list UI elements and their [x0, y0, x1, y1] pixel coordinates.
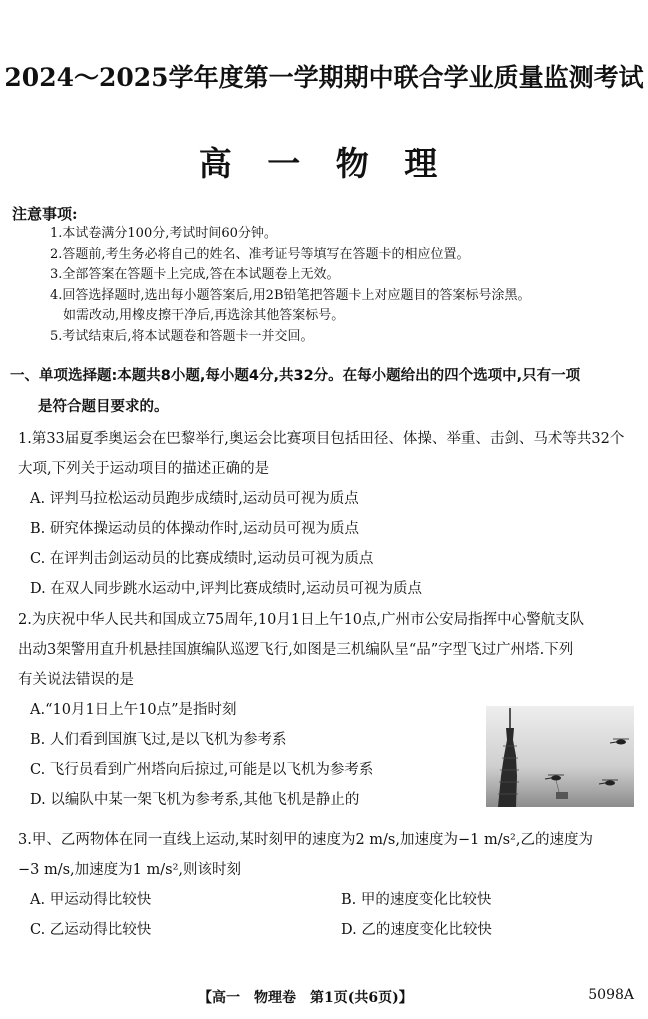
- notice-item: 5.考试结束后,将本试题卷和答题卡一并交回。: [50, 328, 314, 344]
- question-1: [18, 424, 640, 604]
- section-heading: [10, 361, 638, 423]
- notice-heading: 注意事项:: [12, 205, 78, 223]
- option-c: C. 在评判击剑运动员的比赛成绩时,运动员可视为质点: [30, 551, 374, 567]
- option-d: D. 在双人同步跳水运动中,评判比赛成绩时,运动员可视为质点: [30, 581, 423, 597]
- flag-icon: [556, 792, 568, 799]
- option-a: A. 评判马拉松运动员跑步成绩时,运动员可视为质点: [30, 491, 359, 507]
- question-stem: −3 m/s,加速度为1 m/s²,则该时刻: [18, 862, 242, 878]
- option-b: B. 人们看到国旗飞过,是以飞机为参考系: [30, 732, 287, 748]
- option-c: C. 飞行员看到广州塔向后掠过,可能是以飞机为参考系: [30, 762, 374, 778]
- question-stem: 有关说法错误的是: [18, 672, 134, 688]
- notice-item: 1.本试卷满分100分,考试时间60分钟。: [50, 226, 277, 241]
- option-c: C. 乙运动得比较快: [30, 922, 152, 938]
- notice-list: [50, 224, 531, 347]
- option-b: B. 甲的速度变化比较快: [341, 892, 492, 908]
- notice-item: 4.回答选择题时,选出每小题答案后,用2B铅笔把答题卡上对应题目的答案标号涂黑。: [50, 287, 531, 303]
- notice-item: 如需改动,用橡皮擦干净后,再选涂其他答案标号。: [50, 308, 345, 323]
- question-stem: 3.甲、乙两物体在同一直线上运动,某时刻甲的速度为2 m/s,加速度为−1 m/s²,乙的速度为: [18, 832, 593, 848]
- subject-title: 高 一 物 理: [198, 144, 450, 183]
- option-row: [18, 885, 640, 915]
- question-stem: 出动3架警用直升机悬挂国旗编队巡逻飞行,如图是三机编队呈“品”字型飞过广州塔.下列: [18, 642, 574, 658]
- notice-item: 3.全部答案在答题卡上完成,答在本试题卷上无效。: [50, 267, 340, 282]
- exam-title: 2024～2025学年度第一学期期中联合学业质量监测考试: [4, 63, 644, 92]
- option-a: A. 甲运动得比较快: [30, 892, 152, 908]
- question-3: [18, 825, 640, 945]
- exam-code: 5098A: [588, 987, 634, 1003]
- option-d: D. 乙的速度变化比较快: [341, 922, 492, 938]
- canton-tower-helicopters-image: [486, 706, 634, 807]
- section-heading-line: 是符合题目要求的。: [38, 399, 169, 415]
- photo-illustration: [486, 706, 634, 807]
- section-heading-line: 一、单项选择题:本题共8小题,每小题4分,共32分。在每小题给出的四个选项中,只有一项: [10, 368, 581, 384]
- page-number: 【高一 物理卷 第1页(共6页)】: [198, 990, 413, 1006]
- option-d: D. 以编队中某一架飞机为参考系,其他飞机是静止的: [30, 792, 360, 808]
- option-a: A.“10月1日上午10点”是指时刻: [30, 702, 237, 718]
- question-stem: 1.第33届夏季奥运会在巴黎举行,奥运会比赛项目包括田径、体操、举重、击剑、马术等共32个: [18, 431, 625, 447]
- question-stem: 大项,下列关于运动项目的描述正确的是: [18, 461, 270, 477]
- option-b: B. 研究体操运动员的体操动作时,运动员可视为质点: [30, 521, 359, 537]
- notice-item: 2.答题前,考生务必将自己的姓名、准考证号等填写在答题卡的相应位置。: [50, 246, 470, 262]
- option-row: [18, 915, 640, 945]
- question-stem: 2.为庆祝中华人民共和国成立75周年,10月1日上午10点,广州市公安局指挥中心警航支队: [18, 612, 585, 628]
